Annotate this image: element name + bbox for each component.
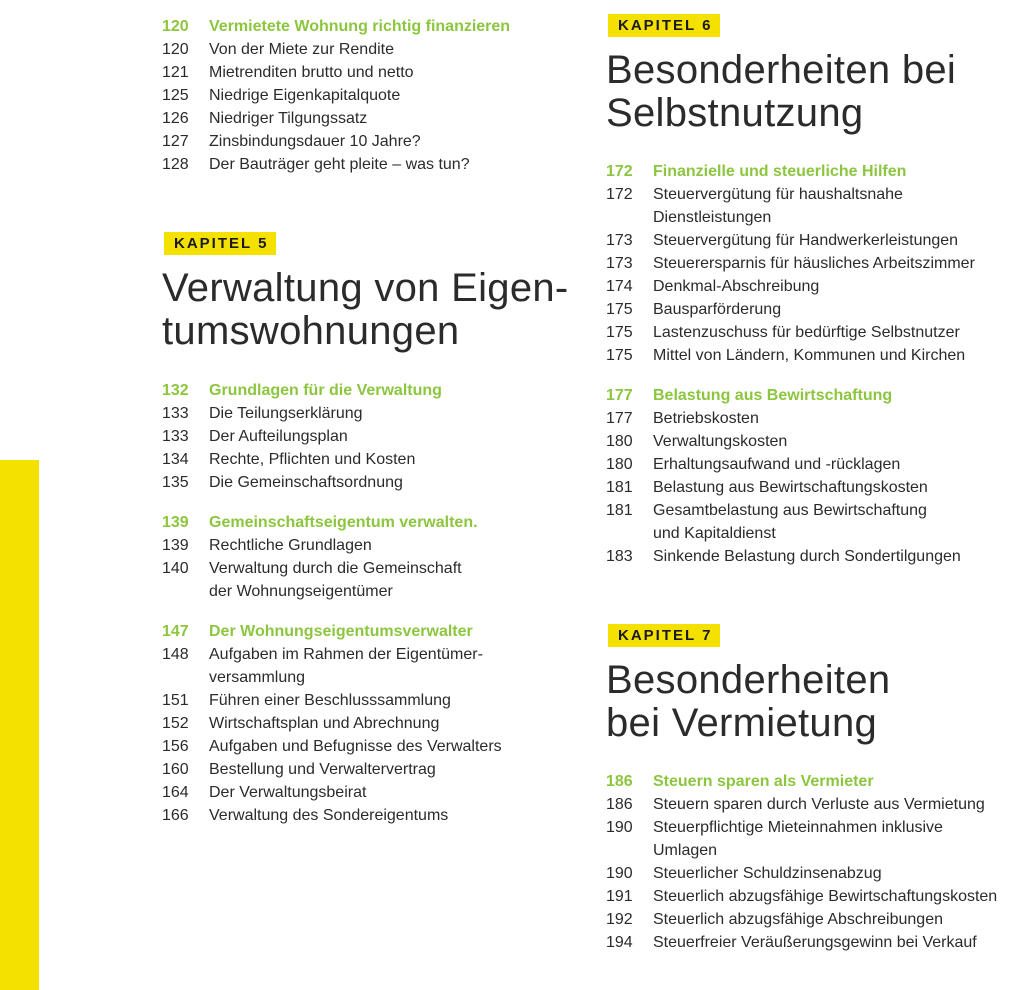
yellow-side-bar [0,460,39,990]
page-number: 134 [162,451,189,468]
toc-section [162,0,582,176]
page-number: 190 [606,865,633,882]
page-number: 192 [606,911,633,928]
toc-entry[interactable] [162,130,582,153]
page-number: 127 [162,133,189,150]
entry-title: Rechtliche Grundlagen [209,537,372,554]
page-number: 183 [606,548,633,565]
toc-entry[interactable] [162,781,582,804]
toc-entry[interactable] [162,643,582,689]
chapter-6 [606,0,1018,568]
entry-title: Finanzielle und steuerliche Hilfen [653,163,907,180]
page-number: 135 [162,474,189,491]
toc-entry[interactable] [606,321,1018,344]
toc-entry[interactable] [606,931,1018,954]
entry-title: Zinsbindungsdauer 10 Jahre? [209,133,421,150]
entry-title: Bestellung und Verwaltervertrag [209,761,436,778]
toc-section-heading[interactable] [162,379,582,402]
page-number: 181 [606,502,633,519]
page-number: 175 [606,347,633,364]
entry-title: Die Gemeinschaftsordnung [209,474,403,491]
page-number: 177 [606,410,633,427]
page-number: 133 [162,405,189,422]
toc-entry[interactable] [606,344,1018,367]
page-number: 133 [162,428,189,445]
entry-title: Der Verwaltungsbeirat [209,784,367,801]
page-number: 173 [606,255,633,272]
toc-entry[interactable] [162,402,582,425]
page-number: 180 [606,433,633,450]
entry-title: Belastung aus Bewirtschaftung [653,387,893,404]
toc-entry[interactable] [606,908,1018,931]
entry-title: Grundlagen für die Verwaltung [209,382,442,399]
entry-title: Belastung aus Bewirtschaftungskosten [653,479,928,496]
toc-section-heading[interactable] [606,384,1018,407]
toc-entry[interactable] [606,229,1018,252]
entry-title: Betriebskosten [653,410,759,427]
right-column [606,0,1018,954]
page-number: 173 [606,232,633,249]
toc-section-heading[interactable] [606,770,1018,793]
toc-entry[interactable] [606,298,1018,321]
toc-section [162,511,582,603]
toc-entry[interactable] [162,107,582,130]
entry-title: Vermietete Wohnung richtig finanzieren [209,18,511,35]
entry-title: Steuervergütung für Handwerkerleistungen [653,232,959,249]
chapter-7 [606,624,1018,954]
toc-section [162,620,582,827]
page-number: 151 [162,692,189,709]
page-number: 194 [606,934,633,951]
entry-title: Rechte, Pflichten und Kosten [209,451,416,468]
entry-title: Steuerfreier Veräußerungsgewinn bei Verkauf [653,934,977,951]
page-number: 186 [606,796,633,813]
toc-entry[interactable] [606,816,1018,862]
entry-title: Steuern sparen durch Verluste aus Vermietung [653,796,985,813]
entry-title: Gemeinschaftseigentum verwalten. [209,514,478,531]
toc-entry[interactable] [162,84,582,107]
entry-title: Aufgaben im Rahmen der Eigentümer- versammlung [209,646,483,686]
toc-section-heading[interactable] [162,15,582,38]
entry-title: Steuerlich abzugsfähige Abschreibungen [653,911,943,928]
page-number: 152 [162,715,189,732]
entry-title: Der Bauträger geht pleite – was tun? [209,156,470,173]
toc-entry[interactable] [606,499,1018,545]
page-number: 175 [606,301,633,318]
page-number: 166 [162,807,189,824]
page-number: 156 [162,738,189,755]
page-number: 139 [162,537,189,554]
left-column [162,0,582,827]
page-number: 120 [162,41,189,58]
entry-title: Steuerersparnis für häusliches Arbeitszimmer [653,255,975,272]
page-number: 147 [162,623,189,640]
page-number: 128 [162,156,189,173]
toc-entry[interactable] [606,407,1018,430]
toc-section-heading[interactable] [162,511,582,534]
entry-title: Erhaltungsaufwand und -rücklagen [653,456,901,473]
chapter-title: Besonderheiten bei Vermietung [606,658,891,745]
toc-entry[interactable] [162,804,582,827]
toc-entry[interactable] [606,476,1018,499]
page-number: 174 [606,278,633,295]
entry-title: Denkmal-Abschreibung [653,278,820,295]
page-number: 191 [606,888,633,905]
page-number: 175 [606,324,633,341]
toc-section [606,384,1018,568]
entry-title: Mietrenditen brutto und netto [209,64,414,81]
chapter-5 [162,232,582,827]
chapter-label: KAPITEL 7 [608,624,720,647]
page-number: 140 [162,560,189,577]
page-number: 121 [162,64,189,81]
page-number: 164 [162,784,189,801]
toc-section [606,770,1018,954]
page-number: 120 [162,18,189,35]
chapter-title: Besonderheiten bei Selbstnutzung [606,48,957,135]
toc-entry[interactable] [606,430,1018,453]
toc-entry[interactable] [606,885,1018,908]
entry-title: Aufgaben und Befugnisse des Verwalters [209,738,502,755]
chapter-label: KAPITEL 5 [164,232,276,255]
toc-entry[interactable] [606,862,1018,885]
toc-entry[interactable] [606,183,1018,229]
entry-title: Steuervergütung für haushaltsnahe Dienstleistungen [653,186,903,226]
toc-entry[interactable] [162,557,582,603]
entry-title: Der Wohnungseigentumsverwalter [209,623,473,640]
entry-title: Bausparförderung [653,301,782,318]
toc-section [606,160,1018,367]
entry-title: Steuerpflichtige Mieteinnahmen inklusive Umlagen [653,819,943,859]
entry-title: Sinkende Belastung durch Sondertilgungen [653,548,961,565]
toc-entry[interactable] [162,735,582,758]
page-number: 125 [162,87,189,104]
toc-entry[interactable] [162,425,582,448]
toc-entry[interactable] [162,448,582,471]
entry-title: Wirtschaftsplan und Abrechnung [209,715,440,732]
entry-title: Steuerlicher Schuldzinsenabzug [653,865,882,882]
page-number: 148 [162,646,189,663]
page-number: 139 [162,514,189,531]
entry-title: Der Aufteilungsplan [209,428,348,445]
toc-section-heading[interactable] [162,620,582,643]
toc-section-heading[interactable] [606,160,1018,183]
entry-title: Gesamtbelastung aus Bewirtschaftung und Kapitaldienst [653,502,927,542]
toc-entry[interactable] [162,534,582,557]
toc-entry[interactable] [162,758,582,781]
entry-title: Steuern sparen als Vermieter [653,773,874,790]
entry-title: Lastenzuschuss für bedürftige Selbstnutzer [653,324,960,341]
page-number: 172 [606,186,633,203]
entry-title: Niedriger Tilgungssatz [209,110,368,127]
toc-entry[interactable] [606,453,1018,476]
toc-entry[interactable] [162,471,582,494]
entry-title: Von der Miete zur Rendite [209,41,394,58]
toc-entry[interactable] [606,275,1018,298]
entry-title: Niedrige Eigenkapitalquote [209,87,401,104]
page-number: 177 [606,387,633,404]
toc-entry[interactable] [162,712,582,735]
page-number: 126 [162,110,189,127]
entry-title: Mittel von Ländern, Kommunen und Kirchen [653,347,966,364]
page-number: 132 [162,382,189,399]
toc-entry[interactable] [162,61,582,84]
chapter-label: KAPITEL 6 [608,14,720,37]
toc-entry[interactable] [606,793,1018,816]
toc-entry[interactable] [162,689,582,712]
page-number: 160 [162,761,189,778]
chapter-title: Verwaltung von Eigen- tumswohnungen [162,266,569,353]
page-number: 190 [606,819,633,836]
toc-section [162,379,582,494]
page-number: 180 [606,456,633,473]
toc-entry[interactable] [606,545,1018,568]
entry-title: Verwaltung durch die Gemeinschaft der Wohnungseigentümer [209,560,462,600]
toc-entry[interactable] [606,252,1018,275]
entry-title: Verwaltung des Sondereigentums [209,807,449,824]
entry-title: Steuerlich abzugsfähige Bewirtschaftungskosten [653,888,998,905]
toc-entry[interactable] [162,153,582,176]
page-number: 181 [606,479,633,496]
toc-entry[interactable] [162,38,582,61]
page-number: 172 [606,163,633,180]
page-number: 186 [606,773,633,790]
entry-title: Verwaltungskosten [653,433,788,450]
entry-title: Führen einer Beschlusssammlung [209,692,451,709]
entry-title: Die Teilungserklärung [209,405,363,422]
